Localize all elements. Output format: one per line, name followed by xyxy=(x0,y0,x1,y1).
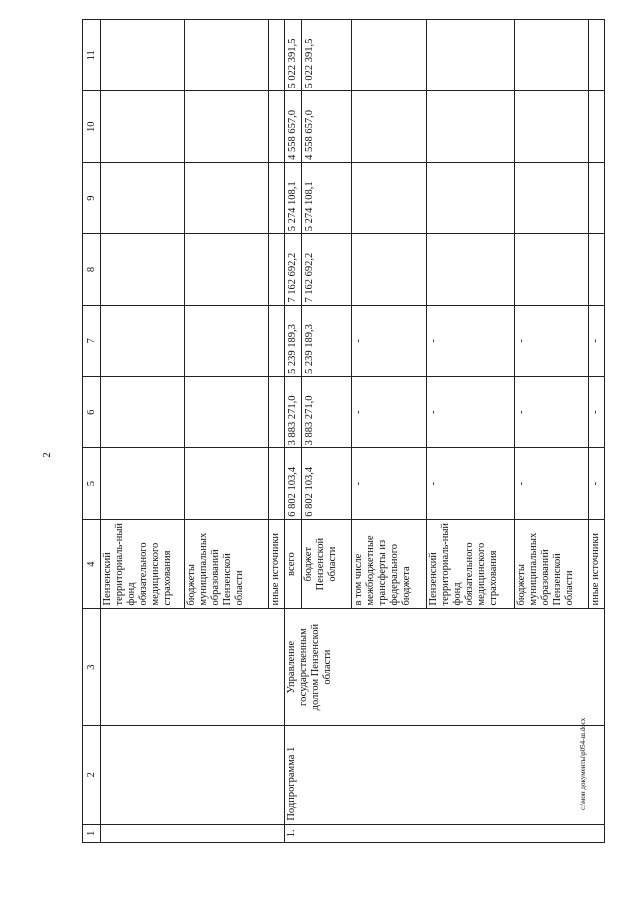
footer-file-path: c:\мои документы\p054-ш.docx xyxy=(579,717,587,810)
value-cell: 7 162 692,2 xyxy=(302,234,352,305)
row-number: 1. xyxy=(285,824,605,842)
value-cell: - xyxy=(515,448,589,519)
rotated-sheet xyxy=(82,19,601,843)
value-cell xyxy=(101,448,185,519)
col-num-2: 2 xyxy=(83,725,101,824)
budget-table xyxy=(82,19,605,843)
table-row xyxy=(101,20,185,843)
col-num-11: 11 xyxy=(83,20,101,92)
source-cell: бюджеты муниципальных образований Пензенской области xyxy=(515,519,589,609)
value-cell: 5 274 108,1 xyxy=(302,162,352,233)
value-cell xyxy=(269,162,285,233)
value-cell xyxy=(101,20,185,92)
value-cell: 5 022 391,5 xyxy=(285,20,302,92)
source-cell: Пензенский территориаль-ный фонд обязательного медицинского страхования xyxy=(101,519,185,609)
source-cell: всего xyxy=(285,519,302,609)
value-cell: 4 558 657,0 xyxy=(285,91,302,162)
value-cell: - xyxy=(589,305,605,376)
value-cell xyxy=(589,91,605,162)
value-cell xyxy=(589,234,605,305)
col-num-7: 7 xyxy=(83,305,101,376)
source-cell: бюджет Пензенской области xyxy=(302,519,352,609)
value-cell xyxy=(352,20,427,92)
value-cell xyxy=(515,20,589,92)
source-cell: бюджеты муниципальных образований Пензенской области xyxy=(185,519,269,609)
value-cell xyxy=(427,162,515,233)
col-num-3: 3 xyxy=(83,609,101,725)
value-cell: - xyxy=(515,305,589,376)
value-cell xyxy=(101,377,185,448)
value-cell xyxy=(269,448,285,519)
col-num-6: 6 xyxy=(83,377,101,448)
value-cell: - xyxy=(427,377,515,448)
value-cell: 5 022 391,5 xyxy=(302,20,352,92)
value-cell: 7 162 692,2 xyxy=(285,234,302,305)
value-cell: 5 239 189,3 xyxy=(285,305,302,376)
source-cell: Пензенский территориаль-ный фонд обязательного медицинского страхования xyxy=(427,519,515,609)
value-cell xyxy=(101,234,185,305)
value-cell xyxy=(427,234,515,305)
col-num-8: 8 xyxy=(83,234,101,305)
value-cell: 3 883 271,0 xyxy=(285,377,302,448)
value-cell xyxy=(352,91,427,162)
value-cell xyxy=(185,448,269,519)
value-cell: - xyxy=(589,448,605,519)
empty-cell xyxy=(101,609,285,725)
value-cell: - xyxy=(589,377,605,448)
value-cell: 5 274 108,1 xyxy=(285,162,302,233)
table-row xyxy=(285,20,302,843)
value-cell xyxy=(101,305,185,376)
value-cell: - xyxy=(427,305,515,376)
value-cell: - xyxy=(352,305,427,376)
value-cell xyxy=(352,234,427,305)
value-cell xyxy=(515,162,589,233)
value-cell xyxy=(185,91,269,162)
source-cell: иные источники xyxy=(269,519,285,609)
empty-cell xyxy=(101,725,285,824)
value-cell: 4 558 657,0 xyxy=(302,91,352,162)
value-cell xyxy=(427,91,515,162)
value-cell xyxy=(427,20,515,92)
value-cell xyxy=(589,162,605,233)
value-cell: - xyxy=(352,448,427,519)
value-cell xyxy=(185,377,269,448)
value-cell xyxy=(352,162,427,233)
value-cell: - xyxy=(352,377,427,448)
subprogram-name: Подпрограмма 1 xyxy=(285,725,605,824)
col-num-1: 1 xyxy=(83,824,101,842)
executor-cell: Управление государственным долгом Пензенской области xyxy=(285,609,605,725)
value-cell xyxy=(185,305,269,376)
value-cell xyxy=(185,162,269,233)
value-cell xyxy=(269,91,285,162)
value-cell: 3 883 271,0 xyxy=(302,377,352,448)
value-cell xyxy=(269,20,285,92)
value-cell xyxy=(589,20,605,92)
value-cell xyxy=(515,91,589,162)
page-number: 2 xyxy=(41,452,53,458)
value-cell xyxy=(269,305,285,376)
value-cell: - xyxy=(427,448,515,519)
source-cell: иные источники xyxy=(589,519,605,609)
col-num-4: 4 xyxy=(83,519,101,609)
value-cell xyxy=(269,234,285,305)
value-cell xyxy=(101,162,185,233)
value-cell: - xyxy=(515,377,589,448)
column-number-row xyxy=(83,20,101,843)
col-num-9: 9 xyxy=(83,162,101,233)
col-num-10: 10 xyxy=(83,91,101,162)
col-num-5: 5 xyxy=(83,448,101,519)
value-cell: 6 802 103,4 xyxy=(285,448,302,519)
value-cell xyxy=(185,20,269,92)
source-cell: в том числе межбюджетные трансферты из федерального бюджета xyxy=(352,519,427,609)
value-cell xyxy=(515,234,589,305)
empty-cell xyxy=(101,824,285,842)
value-cell xyxy=(101,91,185,162)
value-cell: 5 239 189,3 xyxy=(302,305,352,376)
value-cell: 6 802 103,4 xyxy=(302,448,352,519)
value-cell xyxy=(185,234,269,305)
value-cell xyxy=(269,377,285,448)
